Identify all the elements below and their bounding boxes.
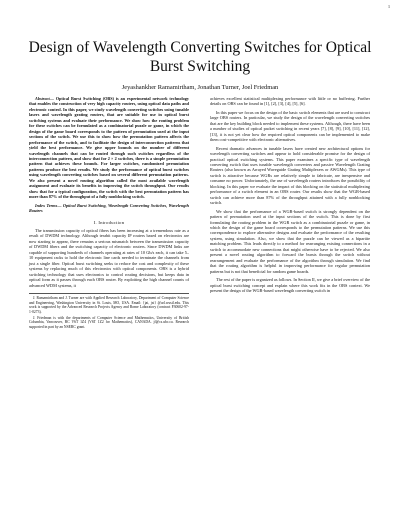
page-number: 1 — [388, 4, 390, 9]
intro-paragraph-1-continued: achieves excellent statistical multiplexing performance with little or no buffering. Further details on OBS can be found in [1], [2], [3], [4], [5], [6]. — [210, 96, 370, 107]
abstract — [29, 96, 189, 200]
left-column — [29, 96, 189, 331]
index-terms — [29, 203, 189, 214]
index-terms-label: Index Terms — [35, 202, 58, 208]
footnote-2: J. Friedman is with the departments of Computer Science and Mathematics, University of British Columbia, Vancouver, BC V6T 1Z4 (V6T 1Z2 for Mathematics), CANADA. jf@cs.ubc.ca. Research supported in part by an NSERC grant. — [29, 315, 189, 330]
intro-paragraph-1: The transmission capacity of optical fibers has been increasing at a tremendous rate as a result of DWDM technology. Although terabit capacity IP routers based on electronics are now starting to appear, there remains a serious mismatch between the transmission capacity of DWDM fibers and the switching capacity of electronic routers. Since DWDM links are capable of supporting hundreds of channels operating at rates of 10 Gb/s each, it can take 5–10 equipment racks to hold the electronic line cards needed to terminate the channels from just a single fiber. Optical burst switching seeks to reduce the cost and complexity of these systems by replacing much of this electronics with optical components. OBS is a hybrid switching technology that uses electronics to control routing decisions, but keeps data in optical form as it passes through each OBS router. By exploiting the high channel counts of advanced WDM systems, it — [29, 227, 189, 288]
intro-paragraph-4: We show that the performance of a WGR-based switch is strongly dependent on the pattern of permutation used at the input sections of the switch. This is done by first formulating the routing problem in the WGR switch as a combinatorial puzzle or game, in which the design of the game board corresponds to the permutation patterns. We use this correspondence to explore alternative designs and evaluate the performance of the resulting system, using simulation. Also, we show that the puzzle can be viewed as a bipartite matching problem. This leads directly to a method for rearranging existing connections in a switch to accommodate new connections that might otherwise have to be rejected. We also present a novel routing algorithm to forward the bursts through the switch without rearrangement and evaluate the performance of the algorithm through simulation. We find that the routing algorithm is helpful in improving performance for regular permutation patterns but is not that beneficial for random game boards. — [210, 208, 370, 274]
paper-title: Design of Wavelength Converting Switches for Optical Burst Switching — [28, 39, 372, 75]
abstract-label: Abstract — [35, 96, 50, 101]
footnotes — [29, 293, 189, 330]
footnote-1: J. Ramamirtham and J. Turner are with Applied Research Laboratory, Department of Computer Science and Engineering, Washington University in St. Louis, MO, USA. Email: {jai, jst} @arl.wustl.edu. This work is supported by the Advanced Research Projects Agency and Rome Laboratory (contract F30602-97-1-0273). — [29, 295, 189, 314]
author-list: Jeyashankher Ramamirtham, Jonathan Turner, Joel Friedman — [121, 84, 279, 91]
abstract-text: — Optical Burst Switching (OBS) is an experimental network technology that enables the construction of very high capacity routers, using optical data paths and electronic control. In this paper, we study wavelength converting switches using tunable lasers and wavelength grating routers, that are suitable for use in optical burst switching systems and evaluate their performance. We show how the routing problem for these switches can be formulated as a combinatorial puzzle or game, in which the design of the game board corresponds to the pattern of permutation used at the input sections of the switch. We use this to show how the permutation pattern affects the performance of the switch, and to facilitate the design of interconnection patterns that yield the best performance. We give upper bounds on the number of different wavelength channels that can be routed through such switches regardless of the interconnection pattern, and show that for 2 × 2 switches, there is a simple permutation pattern that achieves these bounds. For larger switches, randomized permutation patterns produce the best results. We study the performance of optical burst switches using wavelength converting switches based on several different permutation patterns. We also present a novel routing algorithm called the most available wavelength assignment and evaluate its benefits in improving the switch throughput. Our results show that for a typical configuration, the switch with the best permutation pattern has more than 87% of the throughput of a fully nonblocking switch. — [29, 96, 189, 200]
intro-paragraph-3: Recent dramatic advances in tunable lasers have created new architectural options for wavelength converting switches and appear to hold considerable promise for the design of practical optical switching systems. This paper examines a specific type of wavelength converting switch that uses tunable wavelength converters and passive Wavelength Grating Routers (also known as Arrayed Waveguide Grating Multiplexers or AWGMs). This type of switch is attractive because WGRs are relatively simple to fabricate, are inexpensive and consume no power. Unfortunately, the use of wavelength routers introduces the possibility of blocking. In this paper we evaluate the impact of this blocking on the statistical multiplexing performance of a switch element in an OBS router. Our results show that the WGR-based switch can achieve more than 87% of the throughput attained with a fully nonblocking switch. — [210, 145, 370, 206]
intro-paragraph-2: In this paper we focus on the design of the basic switch elements that are used to construct large OBS routers. In particular, we study the design of the wavelength converting switches that are the key building block needed to implement these systems. Although, there have been a number of studies of optical packet switching in recent years [7], [8], [9], [10], [11], [12], [13], it is not yet clear how the required optical components can be implemented to make them cost-competitive with electronic alternatives. — [210, 109, 370, 143]
intro-paragraph-5: The rest of the paper is organized as follows. In Section II, we give a brief overview of the optical burst switching concept and explain where this work fits in the OBS context. We present the design of the WGR-based wavelength converting switch in — [210, 277, 370, 293]
right-column — [210, 96, 370, 296]
section-heading-introduction: I. Introduction — [93, 219, 125, 225]
index-terms-text: — Optical Burst Switching, Wavelength Converting Switches, Wavelength Routers — [29, 202, 189, 214]
